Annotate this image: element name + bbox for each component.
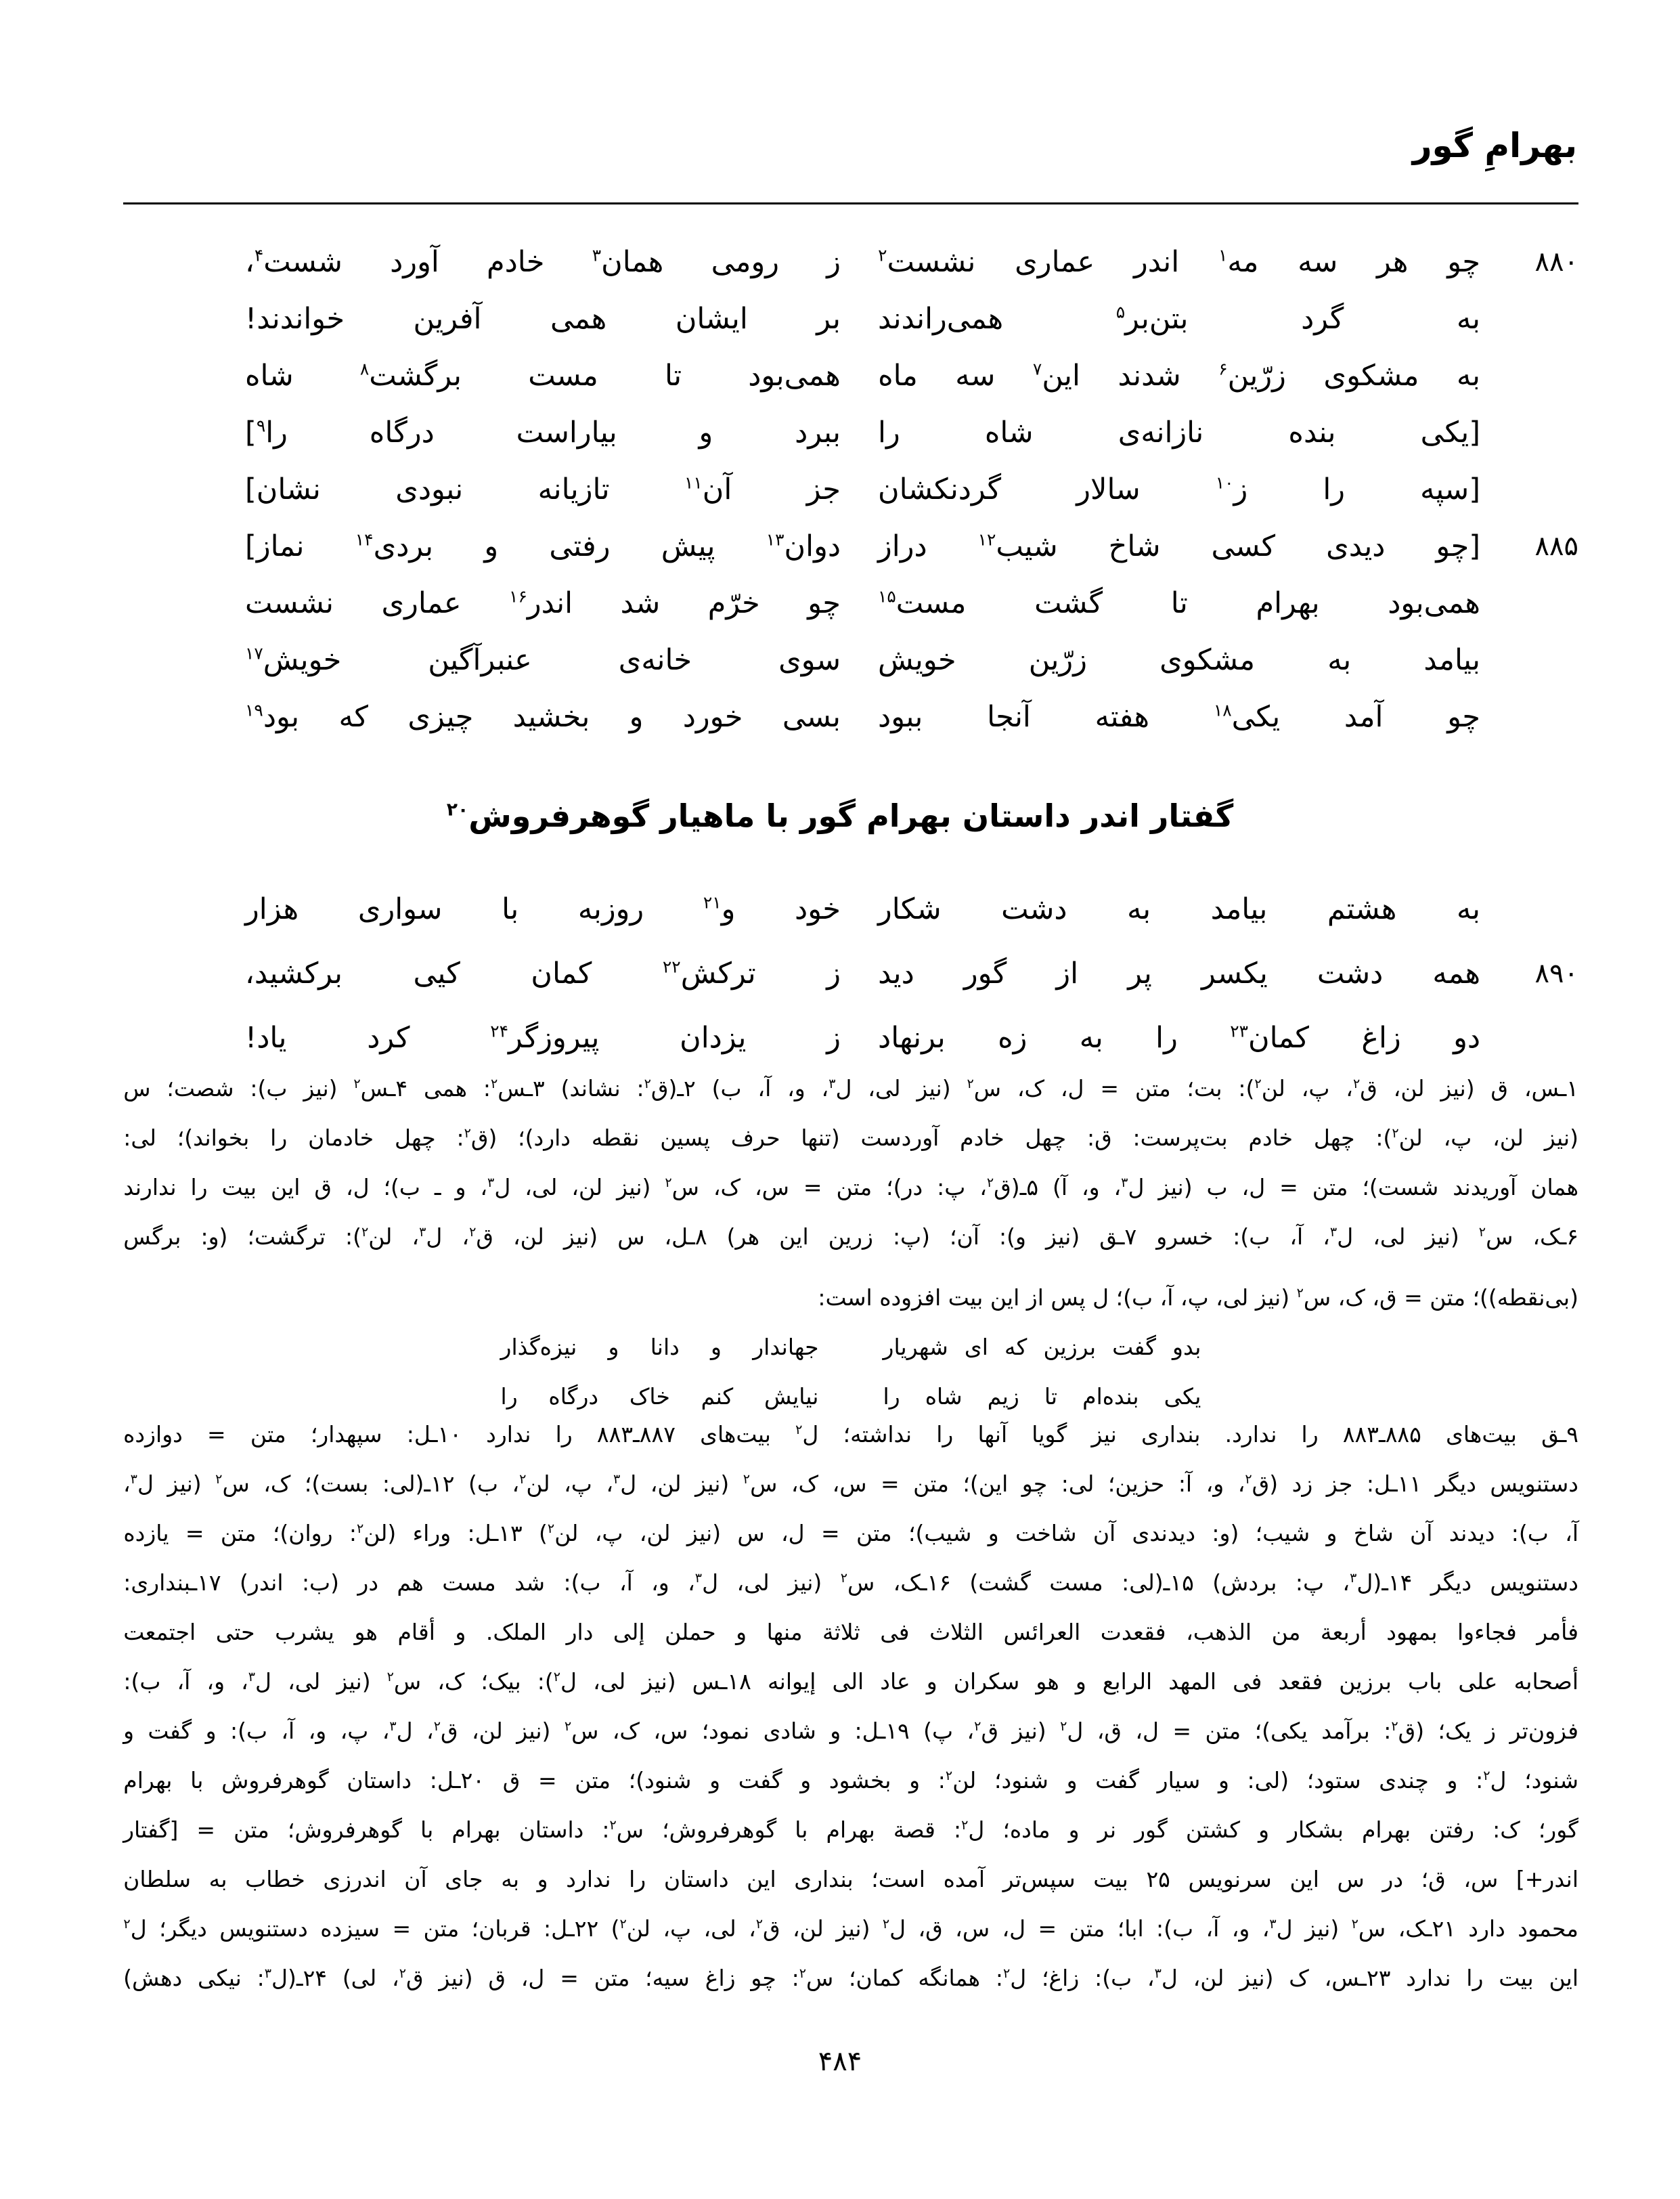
hemistich-right: چو آمد یکی$^{۱۸}$ هفته آنجا ببود [878, 700, 1480, 734]
hemistich-right: به هشتم بیامد به دشت شکار [878, 892, 1480, 926]
apparatus-line: أصحابه علی باب برزین فقعد فی المهد الرابع و هو سکران و عاد الی إیوانه ۱۸ـس (نیز لی، ل$^۲$): بیک؛ ک، س$^۲$ (نیز لی، ل$^۳$، و، آ، ب): [123, 1668, 1578, 1695]
hemistich-right: بیامد به مشکوی زرّین خویش [878, 643, 1480, 677]
hemistich-right: همی‌بود بهرام تا گشت مست$^{۱۵}$ [878, 586, 1480, 620]
hemistich-right: دو زاغ کمان$^{۲۳}$ را به زه برنهاد [878, 1020, 1480, 1055]
verse-row [245, 234, 1578, 290]
apparatus-line: این بیت را ندارد ۲۳ـس، ک (نیز لن، ل$^۳$، ب): زاغ؛ ل$^۲$: همانگه کمان؛ س$^۲$: چو زاغ سیه؛ متن = ل، ق (نیز ق$^۲$، لی) ۲۴ـ(ل$^۳$: نیکی دهش) [123, 1965, 1578, 1991]
hemistich-right: به مشکوی زرّین$^۶$ شدند این$^۷$ سه ماه [878, 359, 1480, 393]
apparatus-line: آ، ب): دیدند آن شاخ و شیب؛ (و: دیدندی آن شاخت و شیب)؛ متن = ل، س (نیز لن، پ، لن$^۲$) ۱۳ـل: وراء (لن$^۲$: روان)؛ متن = یازده [123, 1520, 1578, 1546]
apparatus-line: ۶ـک، س$^۲$ (نیز لی، ل$^۳$، آ، ب): خسرو ۷ـق (نیز و): آن؛ (پ: زرین این هر) ۸ـل، س (نیز لن، ق$^۲$، ل$^۳$، لن$^۲$): ترگشت؛ (و: برگس [123, 1223, 1578, 1250]
hemistich-left: نیایش کنم خاک درگاه را [500, 1383, 819, 1410]
hemistich-right: همه دشت یکسر پر از گور دید [878, 956, 1480, 990]
apparatus-line: (نیز لن، پ، لن$^۲$): چهل خادم بت‌پرست: ق: چهل خادم آوردست (تنها حرف پسین نقطه دارد)؛ (ق$^۲$: چهل خادمان را بخواند)؛ لی: [123, 1125, 1578, 1151]
verse-row [245, 941, 1578, 1005]
verse-number: ۸۸۰ [1534, 246, 1578, 278]
hemistich-left: خود و$^{۲۱}$ روزبه با سواری هزار [245, 892, 841, 926]
hemistich-left: چو خرّم شد اندر$^{۱۶}$ عماری نشست [245, 586, 841, 620]
verse-row [245, 290, 1578, 347]
section-heading: گفتار اندر داستان بهرام گور با ماهیار گوهرفروش$^{۲۰}$ [446, 798, 1234, 834]
verse-row [245, 632, 1578, 689]
hemistich-left: بر ایشان همی آفرین خواندند! [245, 302, 841, 336]
hemistich-right: [چو دیدی کسی شاخ شیب$^{۱۲}$ دراز [878, 529, 1480, 563]
apparatus-line: گور؛ ک: رفتن بهرام بشکار و کشتن گور نر و ماده؛ ل$^۲$: قصة بهرام با گوهرفروش؛ س$^۲$: داستان بهرام با گوهرفروش؛ متن = [گفتار [123, 1816, 1578, 1843]
running-head-title: بهرامِ گور [1412, 126, 1577, 165]
apparatus-line: فأمر فجاءوا بمهود أربعة من الذهب، فقعدت العرائس الثلاث فی ثلاثة منها و حملن إلی دار الملک. و أقام هو یشرب حتی اجتمعت [123, 1619, 1578, 1645]
hemistich-left: ز یزدان پیروزگر$^{۲۴}$ کرد یاد! [245, 1020, 841, 1055]
hemistich-left: ز ترکش$^{۲۲}$ کمان کیی برکشید، [245, 956, 841, 990]
verse-row [245, 877, 1578, 941]
verse-row [245, 347, 1578, 404]
verse-number: ۸۸۵ [1534, 531, 1578, 562]
verse-row [245, 1005, 1578, 1070]
hemistich-left: بسی خورد و بخشید چیزی که بود$^{۱۹}$ [245, 700, 841, 734]
apparatus-line: ۹ـق بیت‌های ۸۸۵ـ۸۸۳ را ندارد. بنداری نیز گویا آنها را نداشته؛ ل$^۲$ بیت‌های ۸۸۷ـ۸۸۳ را ندارد ۱۰ـل: سپهدار؛ متن = دوازده [123, 1421, 1578, 1447]
hemistich-left: سوی خانه‌ی عنبرآگین خویش$^{۱۷}$ [245, 643, 841, 677]
apparatus-line: ۱ـس، ق (نیز لن، ق$^۲$، پ، لن$^۲$): بت؛ متن = ل، ک، س$^۲$ (نیز لی، ل$^۳$، و، آ، ب) ۲ـ(ق$^۲$: نشاند) ۳ـس$^۲$: همی ۴ـس$^۲$ (نیز ب): شصت؛ س [123, 1075, 1578, 1102]
hemistich-left: ببرد و بیاراست درگاه را$^۹$] [245, 416, 841, 450]
hemistich-left: جز آن$^{۱۱}$ تازیانه نبودی نشان] [245, 473, 841, 506]
hemistich-right: یکی بنده‌ام تا زیم شاه را [883, 1383, 1201, 1410]
hemistich-left: ز رومی همان$^۳$ خادم آورد شست$^۴$، [245, 245, 841, 279]
hemistich-left: جهاندار و دانا و نیزه‌گذار [500, 1334, 819, 1360]
critical-apparatus [123, 1075, 1578, 2014]
hemistich-left: همی‌بود تا مست برگشت$^۸$ شاه [245, 359, 841, 393]
hemistich-right: [سپه را ز$^{۱۰}$ سالار گردنکشان [878, 473, 1480, 506]
apparatus-line: دستنویس دیگر ۱۱ـل: جز زد (ق$^۲$، و، آ: حزین؛ لی: چو این)؛ متن = س، ک، س$^۲$ (نیز لن، ل$^۳$، پ، لن$^۲$، ب) ۱۲ـ(لی: بست)؛ ک، س$^۲$ (نیز ل$^۳$، [123, 1471, 1578, 1497]
apparatus-line: شنود؛ ل$^۲$: و چندی ستود؛ (لی: و سیار گفت و شنود؛ لن$^۲$: و بخشود و گفت و شنود)؛ متن = ق ۲۰ـل: داستان گوهرفروش با بهرام [123, 1767, 1578, 1793]
verse-block-889-891 [245, 877, 1578, 1070]
inserted-verse-row [123, 1372, 1578, 1421]
verse-row [245, 404, 1578, 461]
apparatus-line: فزون‌تر ز یک؛ (ق$^۲$: برآمد یکی)؛ متن = ل، ق، ل$^۲$ (نیز ق$^۲$، پ) ۱۹ـل: و شادی نمود؛ س، ک، س$^۲$ (نیز لن، ق$^۲$، ل$^۳$، پ، و، آ، ب): و گفت و [123, 1718, 1578, 1744]
verse-row [245, 461, 1578, 518]
inserted-verse-row [123, 1322, 1578, 1372]
verse-number: ۸۹۰ [1534, 957, 1578, 989]
verse-row [245, 689, 1578, 745]
page-number: ۴۸۴ [818, 2046, 862, 2077]
header-rule [123, 202, 1578, 204]
verse-row [245, 575, 1578, 632]
verse-row [245, 518, 1578, 575]
apparatus-line: اندر+] س، ق؛ در س این سرنویس ۲۵ بیت سپس‌تر آمده است؛ بنداری این داستان را ندارد و به جای آن اندرزی خطاب به سلطان [123, 1866, 1578, 1892]
hemistich-left: دوان$^{۱۳}$ پیش رفتی و بردی$^{۱۴}$ نماز] [245, 529, 841, 563]
hemistich-right: [یکی بنده نازانه‌ی شاه را [878, 416, 1480, 450]
hemistich-right: به گرد بتن‌بر$^۵$ همی‌راندند [878, 302, 1480, 336]
apparatus-line: محمود دارد ۲۱ـک، س$^۲$ (نیز ل$^۳$، و، آ، ب): ابا؛ متن = ل، س، ق، ل$^۲$ (نیز لن، ق$^۲$، لی، پ، لن$^۲$) ۲۲ـل: قربان؛ متن = سیزده دستنویس دیگر؛ ل$^۲$ [123, 1915, 1578, 1942]
apparatus-line: دستنویس دیگر ۱۴ـ(ل$^۳$، پ: بردش) ۱۵ـ(لی: مست گشت) ۱۶ـک، س$^۲$ (نیز لی، ل$^۳$، و، آ، ب): شد مست هم در (ب: اندر) ۱۷ـبنداری: [123, 1569, 1578, 1596]
apparatus-line: همان آوریدند شست)؛ متن = ل، ب (نیز ل$^۳$، و، آ) ۵ـ(ق$^۲$، پ: در)؛ متن = س، ک، س$^۲$ (نیز لن، لی، ل$^۳$، و ـ ب)؛ ل، ق این بیت را ندارند [123, 1174, 1578, 1200]
verse-block-880-888 [245, 234, 1578, 745]
hemistich-right: بدو گفت برزین که ای شهریار [883, 1334, 1201, 1360]
apparatus-line: (بی‌نقطه))؛ متن = ق، ک، س$^۲$ (نیز لی، پ، آ، ب)؛ ل پس از این بیت افزوده است: [818, 1284, 1578, 1311]
hemistich-right: چو هر سه مه$^۱$ اندر عماری نشست$^۲$ [878, 245, 1480, 279]
